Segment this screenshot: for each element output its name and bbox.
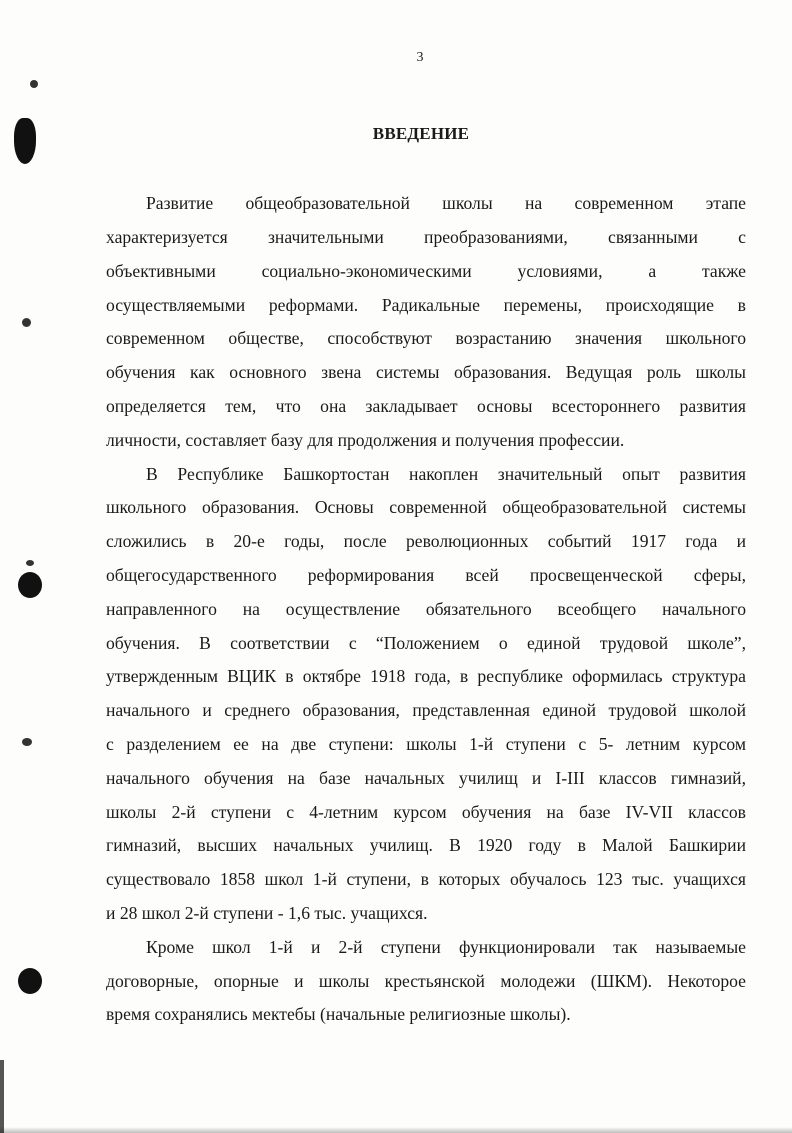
text-line: существовало 1858 школ 1-й ступени, в которых обучалось 123 тыс. учащихся bbox=[106, 869, 746, 889]
text-line: обучения. В соответствии с “Положением о единой трудовой школе”, bbox=[106, 633, 746, 653]
text-line: обучения как основного звена системы образования. Ведущая роль школы bbox=[106, 362, 746, 382]
text-line: Развитие общеобразовательной школы на современном этапе bbox=[146, 193, 746, 213]
text-line: время сохранялись мектебы (начальные религиозные школы). bbox=[106, 1004, 571, 1024]
text-line: утвержденным ВЦИК в октябре 1918 года, в республике оформилась структура bbox=[106, 666, 746, 686]
page-number: 3 bbox=[416, 50, 424, 65]
text-line: с разделением ее на две ступени: школы 1-й ступени с 5- летним курсом bbox=[106, 734, 746, 754]
text-line: В Республике Башкортостан накоплен значительный опыт развития bbox=[146, 464, 746, 484]
punch-hole-mark bbox=[18, 968, 42, 994]
text-line: современном обществе, способствуют возрастанию значения школьного bbox=[106, 328, 746, 348]
text-line: личности, составляет базу для продолжения и получения профессии. bbox=[106, 430, 625, 450]
text-line: характеризуется значительными преобразованиями, связанными с bbox=[106, 227, 746, 247]
scan-edge-shadow bbox=[0, 1127, 792, 1133]
punch-hole-mark bbox=[18, 572, 42, 598]
text-line: сложились в 20-е годы, после революционных событий 1917 года и bbox=[106, 531, 746, 551]
scan-speck bbox=[22, 318, 31, 327]
scan-speck bbox=[26, 560, 34, 566]
text-line: начального обучения на базе начальных училищ и I-III классов гимназий, bbox=[106, 768, 746, 788]
text-line: школы 2-й ступени с 4-летним курсом обучения на базе IV-VII классов bbox=[106, 802, 746, 822]
scan-speck bbox=[30, 80, 38, 88]
text-line: школьного образования. Основы современной общеобразовательной системы bbox=[106, 497, 746, 517]
text-line: договорные, опорные и школы крестьянской молодежи (ШКМ). Некоторое bbox=[106, 971, 746, 991]
text-line: направленного на осуществление обязательного всеобщего начального bbox=[106, 599, 746, 619]
text-line: гимназий, высших начальных училищ. В 1920 году в Малой Башкирии bbox=[106, 835, 746, 855]
text-line: осуществляемыми реформами. Радикальные перемены, происходящие в bbox=[106, 295, 746, 315]
text-line: начального и среднего образования, представленная единой трудовой школой bbox=[106, 700, 746, 720]
punch-hole-mark bbox=[14, 118, 36, 164]
text-line: и 28 школ 2-й ступени - 1,6 тыс. учащихся. bbox=[106, 903, 428, 923]
text-line: определяется тем, что она закладывает основы всестороннего развития bbox=[106, 396, 746, 416]
text-line: Кроме школ 1-й и 2-й ступени функционировали так называемые bbox=[146, 937, 746, 957]
section-title: ВВЕДЕНИЕ bbox=[372, 124, 470, 143]
text-line: объективными социально-экономическими условиями, а также bbox=[106, 261, 746, 281]
text-line: общегосударственного реформирования всей просвещенческой сферы, bbox=[106, 565, 746, 585]
scan-speck bbox=[22, 738, 32, 746]
scan-edge-shadow bbox=[0, 1060, 4, 1133]
